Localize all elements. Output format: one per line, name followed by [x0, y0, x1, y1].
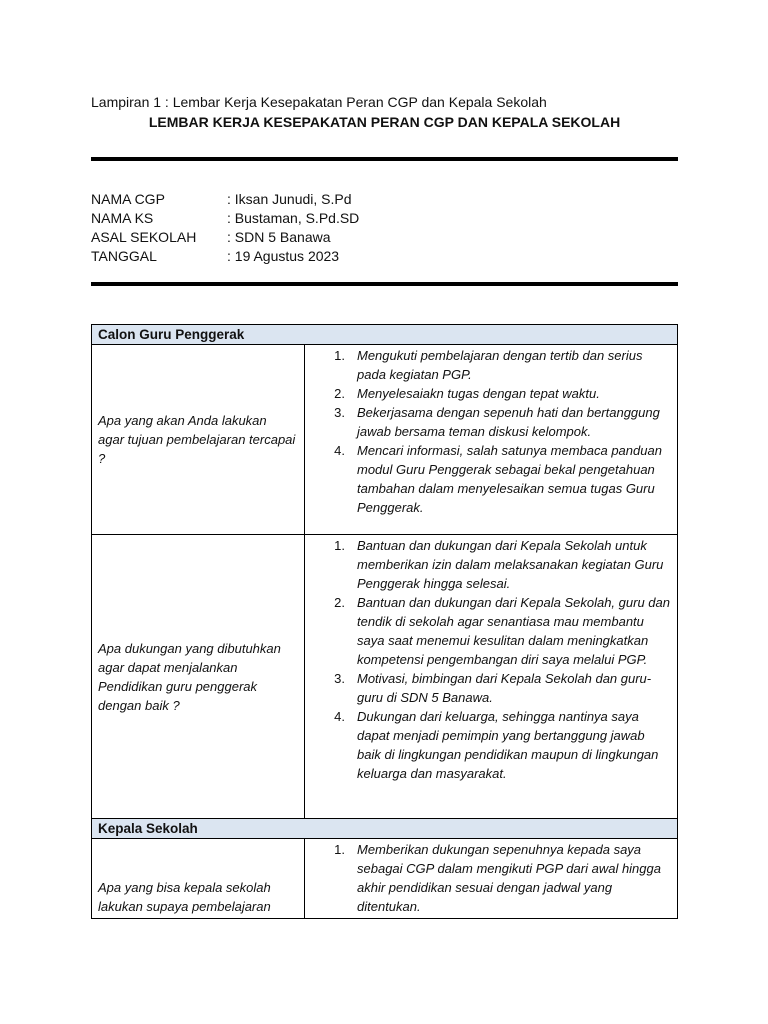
info-row-school [91, 228, 678, 247]
item-number: 4. [334, 443, 345, 458]
list-item [305, 840, 671, 916]
question-text: Apa yang bisa kepala sekolah lakukan supaya pembelajaran [98, 880, 271, 914]
bottom-divider [91, 282, 678, 286]
list-item [305, 536, 671, 593]
list-item [305, 441, 671, 517]
item-text: Motivasi, bimbingan dari Kepala Sekolah dan guru-guru di SDN 5 Banawa. [357, 671, 652, 705]
appendix-label: Lampiran 1 : Lembar Kerja Kesepakatan Peran CGP dan Kepala Sekolah [91, 94, 547, 110]
document-page [91, 93, 678, 919]
item-number: 4. [334, 709, 345, 724]
list-item [305, 346, 671, 384]
item-number: 2. [334, 386, 345, 401]
question-text: Apa yang akan Anda lakukan agar tujuan pembelajaran tercapai ? [98, 413, 296, 466]
list-item [305, 593, 671, 669]
item-text: Bantuan dan dukungan dari Kepala Sekolah untuk memberikan izin dalam melaksanakan kegiatan Guru Penggerak hingga selesai. [357, 538, 664, 591]
list-item [305, 707, 671, 783]
list-item [305, 669, 671, 707]
section-heading-cgp: Calon Guru Penggerak [92, 325, 678, 345]
question-cell [92, 345, 305, 535]
info-value: : Bustaman, S.Pd.SD [227, 210, 360, 226]
top-divider [91, 157, 678, 161]
info-row-date [91, 247, 678, 266]
item-number: 2. [334, 595, 345, 610]
item-text: Mengukuti pembelajaran dengan tertib dan serius pada kegiatan PGP. [357, 348, 643, 382]
list-item [305, 403, 671, 441]
document-title: LEMBAR KERJA KESEPAKATAN PERAN CGP DAN KEPALA SEKOLAH [148, 114, 621, 130]
item-text: Bantuan dan dukungan dari Kepala Sekolah, guru dan tendik di sekolah agar senantiasa mau membantu saya saat menemui kesulitan dalam meningkatkan kompetensi pengembangan diri saya melalui PGP. [357, 595, 670, 667]
item-text: Bekerjasama dengan sepenuh hati dan bertanggung jawab bersama teman diskusi kelompok. [357, 405, 660, 439]
item-text: Memberikan dukungan sepenuhnya kepada saya sebagai CGP dalam mengikuti PGP dari awal hingga akhir pendidikan sesuai dengan jadwal yang ditentukan. [357, 842, 661, 914]
item-number: 3. [334, 671, 345, 686]
section-header-row [92, 325, 678, 345]
info-row-cgp [91, 190, 678, 209]
answer-list [305, 536, 671, 783]
item-number: 1. [334, 348, 345, 363]
item-text: Menyelesaiakn tugas dengan tepat waktu. [357, 386, 600, 401]
agreement-table [91, 324, 678, 919]
list-item [305, 384, 671, 403]
identity-block [91, 190, 678, 266]
answer-cell [305, 839, 678, 919]
question-cell [92, 535, 305, 819]
info-label: ASAL SEKOLAH [91, 229, 197, 245]
table-row [92, 535, 678, 819]
item-text: Mencari informasi, salah satunya membaca panduan modul Guru Penggerak sebagai bekal pengetahuan tambahan dalam menyelesaikan semua tugas Guru Penggerak. [357, 443, 662, 515]
section-heading-ks: Kepala Sekolah [92, 819, 678, 839]
info-label: NAMA KS [91, 210, 154, 226]
question-text: Apa dukungan yang dibutuhkan agar dapat menjalankan Pendidikan guru penggerak dengan baik ? [98, 640, 281, 713]
item-number: 1. [334, 538, 345, 553]
answer-list [305, 840, 671, 916]
answer-list [305, 346, 671, 517]
info-label: TANGGAL [91, 248, 157, 264]
item-text: Dukungan dari keluarga, sehingga nantinya saya dapat menjadi pemimpin yang bertanggung jawab baik di lingkungan pendidikan maupun di lingkungan keluarga dan masyarakat. [357, 709, 659, 781]
info-label: NAMA CGP [91, 191, 165, 207]
table-row [92, 345, 678, 535]
info-value: : SDN 5 Banawa [227, 229, 331, 245]
info-value: : 19 Agustus 2023 [227, 248, 340, 264]
info-row-ks [91, 209, 678, 228]
info-value: : Iksan Junudi, S.Pd [227, 191, 352, 207]
question-cell [92, 839, 305, 919]
answer-cell [305, 535, 678, 819]
item-number: 1. [334, 842, 345, 857]
table-row [92, 839, 678, 919]
answer-cell [305, 345, 678, 535]
section-header-row [92, 819, 678, 839]
item-number: 3. [334, 405, 345, 420]
